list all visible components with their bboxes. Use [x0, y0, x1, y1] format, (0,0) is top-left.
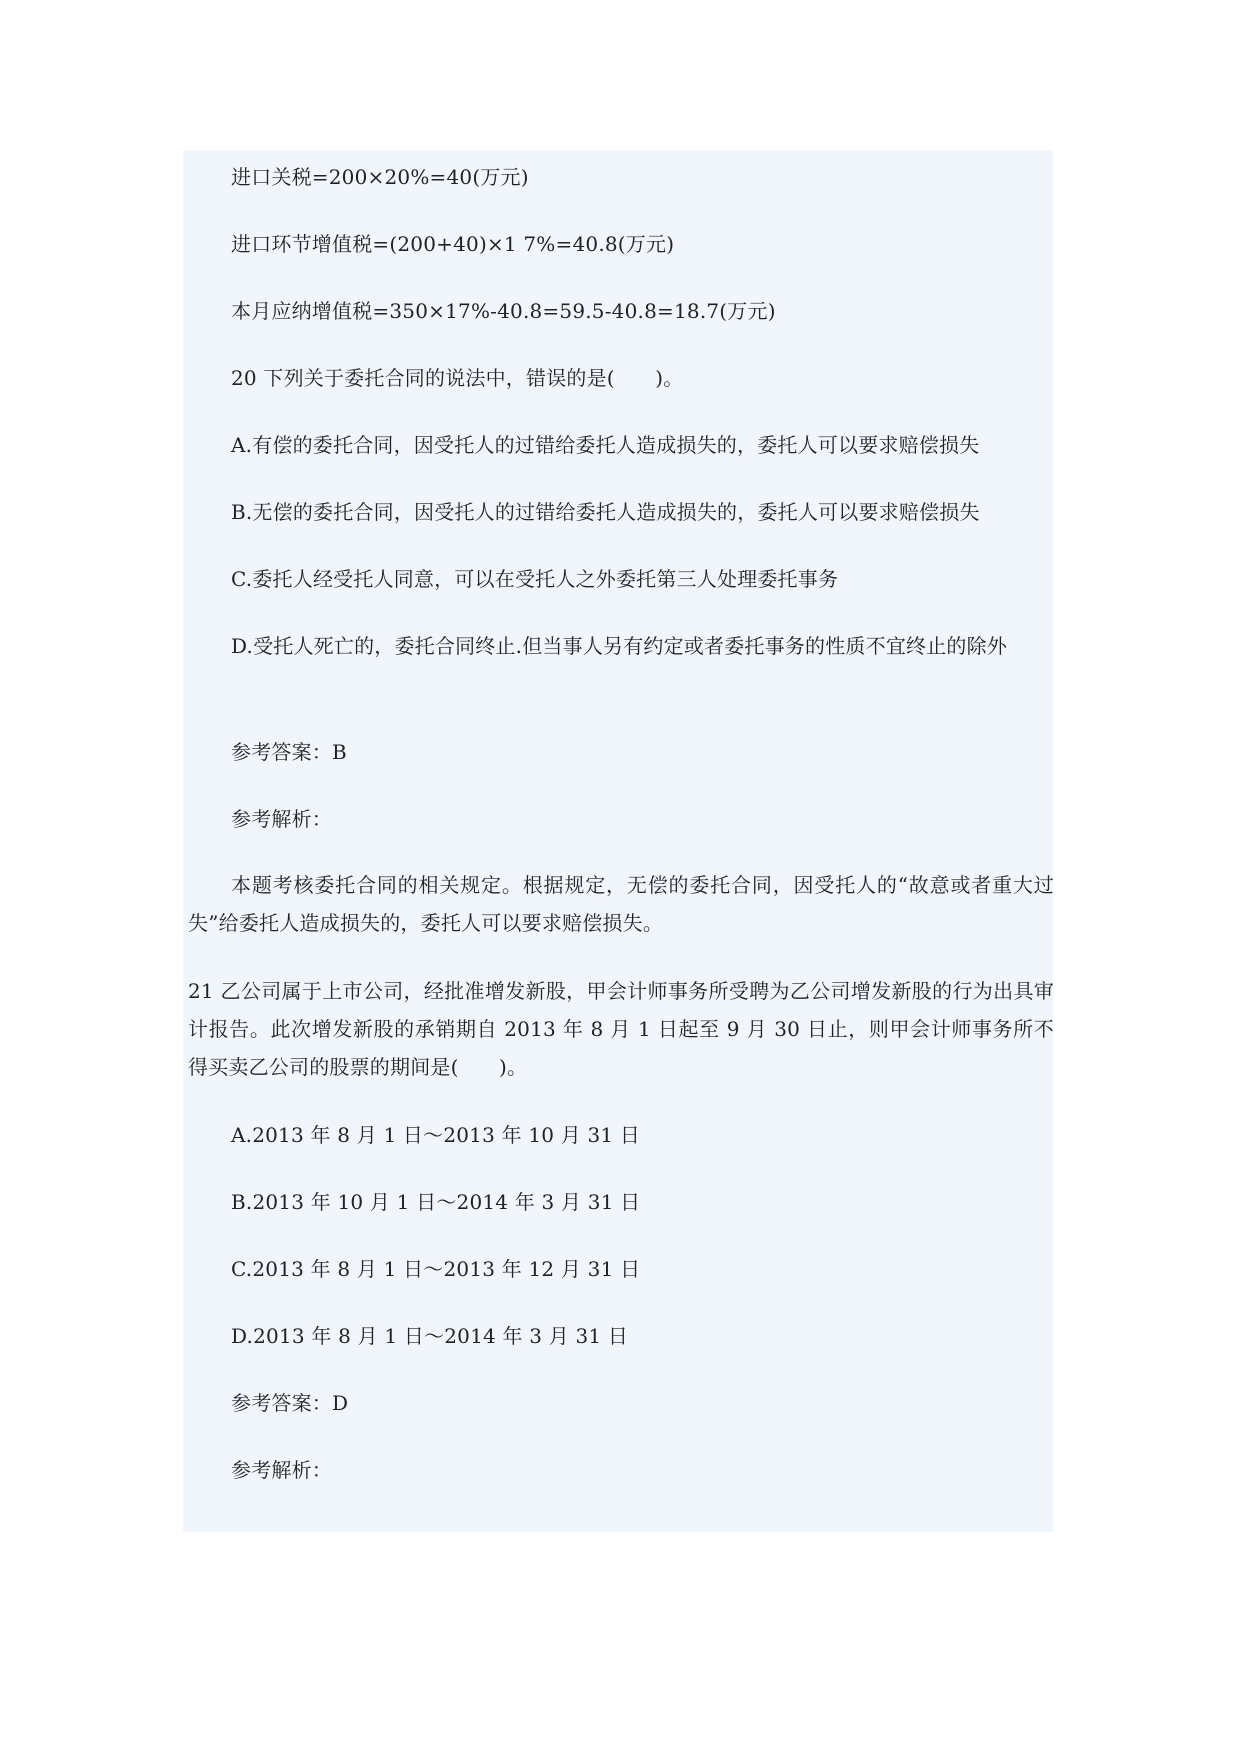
question-20-analysis-label: 参考解析： [231, 807, 332, 831]
question-21-analysis-label: 参考解析： [231, 1458, 332, 1482]
import-duty-line: 进口关税=200×20%=40(万元) [231, 165, 529, 189]
question-20-option-d: D.受托人死亡的，委托合同终止.但当事人另有约定或者委托事务的性质不宜终止的除外 [231, 634, 1008, 658]
question-21-answer: 参考答案：D [231, 1391, 349, 1415]
question-20-analysis: 本题考核委托合同的相关规定。根据规定，无偿的委托合同，因受托人的“故意或者重大过失”给委托人造成损失的，委托人可以要求赔偿损失。 [188, 873, 1054, 935]
question-21-option-d: D.2013 年 8 月 1 日～2014 年 3 月 31 日 [231, 1324, 629, 1348]
question-21-stem: 21 乙公司属于上市公司，经批准增发新股，甲会计师事务所受聘为乙公司增发新股的行为出具审计报告。此次增发新股的承销期自 2013 年 8 月 1 日起至 9 月 30 日止，则甲会计师事务所不得买卖乙公司的股票的期间是( )。 [188, 979, 1054, 1079]
question-21-option-a: A.2013 年 8 月 1 日～2013 年 10 月 31 日 [231, 1123, 641, 1147]
question-21-option-c: C.2013 年 8 月 1 日～2013 年 12 月 31 日 [231, 1257, 641, 1281]
question-20-stem: 20 下列关于委托合同的说法中，错误的是( )。 [231, 366, 684, 390]
question-20-option-c: C.委托人经受托人同意，可以在受托人之外委托第三人处理委托事务 [231, 567, 839, 591]
import-vat-line: 进口环节增值税=(200+40)×1 7%=40.8(万元) [231, 232, 675, 256]
question-20-option-a: A.有偿的委托合同，因受托人的过错给委托人造成损失的，委托人可以要求赔偿损失 [231, 433, 980, 457]
monthly-vat-line: 本月应纳增值税=350×17%-40.8=59.5-40.8=18.7(万元) [231, 299, 776, 323]
question-20-answer: 参考答案：B [231, 740, 347, 764]
question-20-option-b: B.无偿的委托合同，因受托人的过错给委托人造成损失的，委托人可以要求赔偿损失 [231, 500, 980, 524]
question-21-option-b: B.2013 年 10 月 1 日～2014 年 3 月 31 日 [231, 1190, 641, 1214]
